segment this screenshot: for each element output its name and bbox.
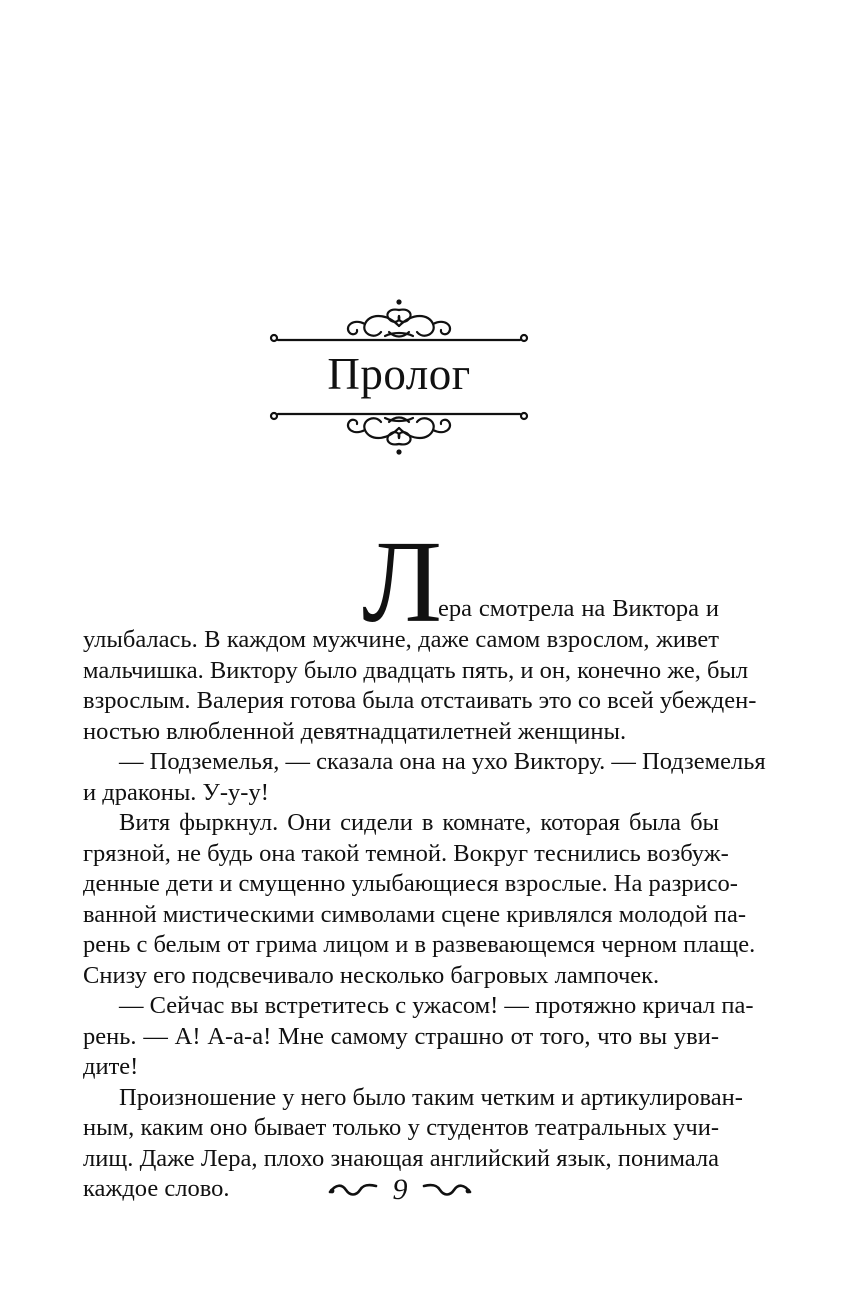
first-line: ера смотрела на Виктора и: [438, 595, 719, 622]
text-line: рень с белым от грима лицом и в развевающемся черном плаще.: [83, 931, 756, 958]
text-line: лищ. Даже Лера, плохо знающая английский язык, понимала: [83, 1144, 719, 1172]
text-line: — Подземелья, — сказала она на ухо Виктору. — Подземелья: [119, 748, 766, 775]
text-line: ным, каким оно бывает только у студентов театральных учи-: [83, 1114, 719, 1141]
text-line: взрослым. Валерия готова была отстаивать это со всей убежден-: [83, 687, 757, 714]
body-text: [83, 625, 766, 1205]
text-line: денные дети и смущенно улыбающиеся взрослые. На разрисо-: [83, 870, 738, 897]
text-line: и драконы. У-у-у!: [83, 778, 269, 806]
page-footer: [328, 1170, 472, 1210]
text-line: ностью влюбленной девятнадцатилетней женщины.: [83, 717, 627, 745]
text-line: дите!: [83, 1053, 139, 1080]
text-line: — Сейчас вы встретитесь с ужасом! — протяжно кричал па-: [119, 992, 754, 1019]
text-line: грязной, не будь она такой темной. Вокруг теснились возбуж-: [83, 839, 729, 867]
right-flourish-icon: [422, 1178, 472, 1202]
page-number: 9: [392, 1173, 408, 1206]
bottom-ornament: [268, 398, 530, 458]
text-line: Снизу его подсвечивало несколько багровых лампочек.: [83, 961, 660, 989]
text-line: каждое слово.: [83, 1175, 230, 1202]
drop-cap: Л: [362, 516, 443, 647]
text-line: рень. — А! А-а-а! Мне самому страшно от того, что вы уви-: [83, 1022, 719, 1050]
text-line: мальчишка. Виктору было двадцать пять, и он, конечно же, был: [83, 656, 749, 684]
chapter-title: Пролог: [327, 349, 471, 399]
text-line: Витя фыркнул. Они сидели в комнате, которая была бы: [119, 809, 719, 836]
text-line: ванной мистическими символами сцене кривлялся молодой па-: [83, 900, 746, 928]
text-line: улыбалась. В каждом мужчине, даже самом взрослом, живет: [83, 626, 719, 653]
text-line: Произношение у него было таким четким и артикулирован-: [119, 1083, 743, 1111]
